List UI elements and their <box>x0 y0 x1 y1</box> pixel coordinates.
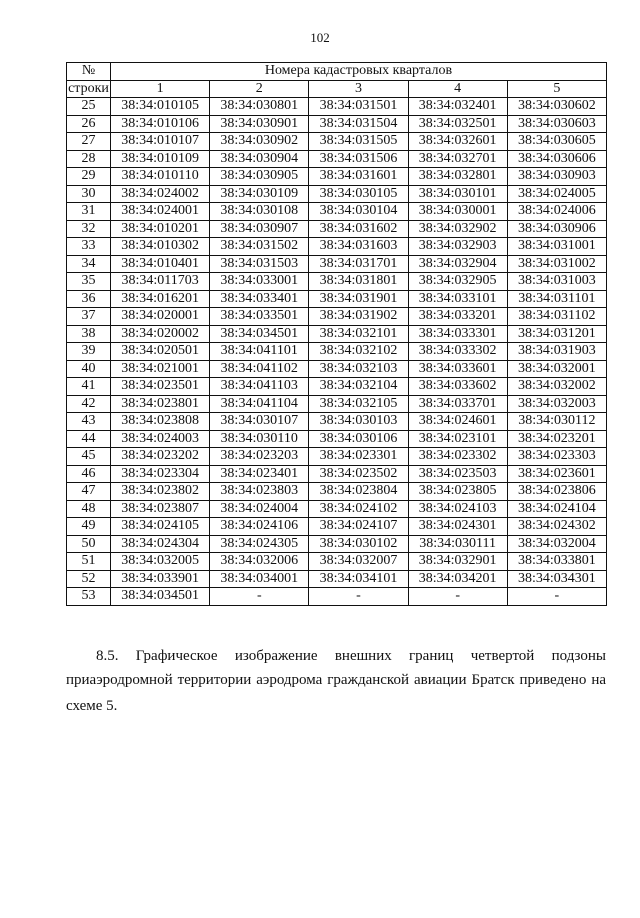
row-number-cell: 39 <box>67 343 111 361</box>
table-row <box>67 518 607 536</box>
table-row <box>67 325 607 343</box>
cadastral-number-cell: 38:34:030606 <box>507 150 606 168</box>
cadastral-number-cell: 38:34:030106 <box>309 430 408 448</box>
table-row <box>67 220 607 238</box>
cadastral-number-cell: 38:34:024002 <box>111 185 210 203</box>
row-number-cell: 38 <box>67 325 111 343</box>
cadastral-number-cell: 38:34:032103 <box>309 360 408 378</box>
cadastral-number-cell: 38:34:033901 <box>111 570 210 588</box>
table-body <box>67 98 607 606</box>
cadastral-number-cell: 38:34:023802 <box>111 483 210 501</box>
cadastral-number-cell: 38:34:032903 <box>408 238 507 256</box>
cadastral-number-cell: 38:34:030602 <box>507 98 606 116</box>
cadastral-number-cell: 38:34:024302 <box>507 518 606 536</box>
row-number-cell: 29 <box>67 168 111 186</box>
table-row <box>67 255 607 273</box>
table-row <box>67 115 607 133</box>
column-header: 1 <box>111 80 210 98</box>
cadastral-number-cell: 38:34:031003 <box>507 273 606 291</box>
table-row <box>67 150 607 168</box>
cadastral-number-cell: 38:34:024102 <box>309 500 408 518</box>
cadastral-number-cell: 38:34:024006 <box>507 203 606 221</box>
row-number-cell: 46 <box>67 465 111 483</box>
cadastral-number-cell: 38:34:033201 <box>408 308 507 326</box>
cadastral-number-cell: 38:34:032801 <box>408 168 507 186</box>
cadastral-number-cell: 38:34:032003 <box>507 395 606 413</box>
cadastral-number-cell: 38:34:023801 <box>111 395 210 413</box>
row-number-subheader: строки <box>68 80 109 96</box>
cadastral-number-cell: 38:34:031801 <box>309 273 408 291</box>
cadastral-number-cell: 38:34:031102 <box>507 308 606 326</box>
cadastral-number-cell: 38:34:032102 <box>309 343 408 361</box>
cadastral-number-cell: 38:34:032104 <box>309 378 408 396</box>
cadastral-number-cell: 38:34:010109 <box>111 150 210 168</box>
row-number-cell: 32 <box>67 220 111 238</box>
cadastral-number-cell: 38:34:016201 <box>111 290 210 308</box>
cadastral-number-cell: 38:34:024105 <box>111 518 210 536</box>
cadastral-number-cell: - <box>309 588 408 606</box>
cadastral-number-cell: - <box>210 588 309 606</box>
cadastral-number-cell: 38:34:033602 <box>408 378 507 396</box>
column-header: 5 <box>507 80 606 98</box>
cadastral-number-cell: 38:34:031903 <box>507 343 606 361</box>
table-row <box>67 448 607 466</box>
row-number-cell: 50 <box>67 535 111 553</box>
cadastral-number-cell: 38:34:033301 <box>408 325 507 343</box>
table-row <box>67 570 607 588</box>
cadastral-number-cell: 38:34:020501 <box>111 343 210 361</box>
cadastral-number-cell: 38:34:032905 <box>408 273 507 291</box>
cadastral-number-cell: 38:34:024304 <box>111 535 210 553</box>
cadastral-number-cell: 38:34:024103 <box>408 500 507 518</box>
cadastral-number-cell: 38:34:031502 <box>210 238 309 256</box>
paragraph-line-1: 8.5. Графическое изображение внешних границ четвертой подзоны <box>96 648 606 664</box>
row-number-cell: 31 <box>67 203 111 221</box>
cadastral-number-cell: 38:34:032101 <box>309 325 408 343</box>
row-number-cell: 35 <box>67 273 111 291</box>
row-number-cell: 48 <box>67 500 111 518</box>
cadastral-number-cell: 38:34:030102 <box>309 535 408 553</box>
cadastral-number-cell: 38:34:030906 <box>507 220 606 238</box>
table-row <box>67 238 607 256</box>
cadastral-number-cell: 38:34:034301 <box>507 570 606 588</box>
cadastral-number-cell: 38:34:023501 <box>111 378 210 396</box>
cadastral-number-cell: 38:34:031201 <box>507 325 606 343</box>
cadastral-number-cell: 38:34:031505 <box>309 133 408 151</box>
cadastral-number-cell: 38:34:030105 <box>309 185 408 203</box>
cadastral-number-cell: 38:34:010302 <box>111 238 210 256</box>
cadastral-number-cell: 38:34:032007 <box>309 553 408 571</box>
cadastral-number-cell: 38:34:030904 <box>210 150 309 168</box>
cadastral-number-cell: 38:34:032701 <box>408 150 507 168</box>
cadastral-number-cell: 38:34:032004 <box>507 535 606 553</box>
cadastral-number-cell: 38:34:030111 <box>408 535 507 553</box>
table-row <box>67 430 607 448</box>
cadastral-number-cell: 38:34:031101 <box>507 290 606 308</box>
cadastral-number-cell: 38:34:031504 <box>309 115 408 133</box>
cadastral-number-cell: 38:34:031503 <box>210 255 309 273</box>
cadastral-number-cell: 38:34:032105 <box>309 395 408 413</box>
cadastral-number-cell: 38:34:024004 <box>210 500 309 518</box>
table-row <box>67 500 607 518</box>
cadastral-number-cell: 38:34:030107 <box>210 413 309 431</box>
cadastral-number-cell: 38:34:041103 <box>210 378 309 396</box>
row-number-cell: 45 <box>67 448 111 466</box>
cadastral-number-cell: 38:34:023201 <box>507 430 606 448</box>
row-number-cell: 44 <box>67 430 111 448</box>
page-number: 102 <box>310 30 330 45</box>
cadastral-number-cell: 38:34:023301 <box>309 448 408 466</box>
table-row <box>67 360 607 378</box>
cadastral-number-cell: 38:34:010401 <box>111 255 210 273</box>
cadastral-number-cell: 38:34:032901 <box>408 553 507 571</box>
row-number-cell: 53 <box>67 588 111 606</box>
cadastral-number-cell: 38:34:033601 <box>408 360 507 378</box>
group-header: Номера кадастровых кварталов <box>111 63 607 81</box>
cadastral-number-cell: 38:34:010106 <box>111 115 210 133</box>
cadastral-number-cell: 38:34:033101 <box>408 290 507 308</box>
cadastral-number-cell: 38:34:041101 <box>210 343 309 361</box>
cadastral-number-cell: 38:34:023304 <box>111 465 210 483</box>
cadastral-number-cell: 38:34:024003 <box>111 430 210 448</box>
row-number-cell: 42 <box>67 395 111 413</box>
row-number-cell: 26 <box>67 115 111 133</box>
cadastral-number-cell: 38:34:020002 <box>111 325 210 343</box>
cadastral-number-cell: 38:34:034201 <box>408 570 507 588</box>
table-row <box>67 395 607 413</box>
row-number-cell: 25 <box>67 98 111 116</box>
cadastral-number-cell: 38:34:030001 <box>408 203 507 221</box>
table-row <box>67 343 607 361</box>
cadastral-number-cell: 38:34:020001 <box>111 308 210 326</box>
table-row <box>67 273 607 291</box>
cadastral-number-cell: 38:34:010110 <box>111 168 210 186</box>
cadastral-number-cell: 38:34:033302 <box>408 343 507 361</box>
cadastral-number-cell: 38:34:031601 <box>309 168 408 186</box>
cadastral-number-cell: 38:34:032001 <box>507 360 606 378</box>
cadastral-number-cell: 38:34:031501 <box>309 98 408 116</box>
cadastral-number-cell: 38:34:030903 <box>507 168 606 186</box>
cadastral-number-cell: 38:34:030603 <box>507 115 606 133</box>
cadastral-number-cell: 38:34:023503 <box>408 465 507 483</box>
cadastral-number-cell: 38:34:034501 <box>210 325 309 343</box>
cadastral-number-cell: 38:34:031701 <box>309 255 408 273</box>
cadastral-number-cell: 38:34:030905 <box>210 168 309 186</box>
cadastral-number-cell: 38:34:010105 <box>111 98 210 116</box>
cadastral-number-cell: 38:34:023502 <box>309 465 408 483</box>
cadastral-number-cell: 38:34:032902 <box>408 220 507 238</box>
cadastral-number-cell: 38:34:023202 <box>111 448 210 466</box>
cadastral-number-cell: 38:34:031001 <box>507 238 606 256</box>
cadastral-number-cell: 38:34:024001 <box>111 203 210 221</box>
cadastral-number-cell: 38:34:024601 <box>408 413 507 431</box>
table-row <box>67 185 607 203</box>
table-row <box>67 465 607 483</box>
cadastral-number-cell: 38:34:041104 <box>210 395 309 413</box>
cadastral-number-cell: 38:34:023302 <box>408 448 507 466</box>
cadastral-number-cell: 38:34:023203 <box>210 448 309 466</box>
cadastral-number-cell: 38:34:031603 <box>309 238 408 256</box>
row-number-header: № <box>67 63 111 81</box>
cadastral-number-cell: 38:34:024106 <box>210 518 309 536</box>
table-row <box>67 553 607 571</box>
paragraph-line-3: схеме 5. <box>66 698 118 714</box>
cadastral-number-cell: 38:34:030103 <box>309 413 408 431</box>
cadastral-number-cell: 38:34:033001 <box>210 273 309 291</box>
table-row <box>67 203 607 221</box>
cadastral-number-cell: 38:34:030101 <box>408 185 507 203</box>
table-row <box>67 535 607 553</box>
table-row <box>67 98 607 116</box>
cadastral-number-cell: 38:34:031602 <box>309 220 408 238</box>
cadastral-number-cell: 38:34:030108 <box>210 203 309 221</box>
cadastral-number-cell: 38:34:024301 <box>408 518 507 536</box>
cadastral-number-cell: 38:34:031506 <box>309 150 408 168</box>
cadastral-number-cell: 38:34:033701 <box>408 395 507 413</box>
paragraph-line-2: приаэродромной территории аэродрома гражданской авиации Братск приведено на <box>66 672 606 688</box>
cadastral-number-cell: 38:34:030110 <box>210 430 309 448</box>
table-row <box>67 483 607 501</box>
row-number-cell: 51 <box>67 553 111 571</box>
cadastral-number-cell: 38:34:024305 <box>210 535 309 553</box>
row-number-cell: 49 <box>67 518 111 536</box>
cadastral-number-cell: 38:34:032006 <box>210 553 309 571</box>
cadastral-number-cell: 38:34:023303 <box>507 448 606 466</box>
row-number-cell: 30 <box>67 185 111 203</box>
cadastral-number-cell: 38:34:023401 <box>210 465 309 483</box>
row-number-cell: 28 <box>67 150 111 168</box>
cadastral-number-cell: 38:34:032002 <box>507 378 606 396</box>
cadastral-number-cell: 38:34:023805 <box>408 483 507 501</box>
cadastral-number-cell: - <box>408 588 507 606</box>
cadastral-number-cell: 38:34:033801 <box>507 553 606 571</box>
row-number-cell: 47 <box>67 483 111 501</box>
cadastral-number-cell: 38:34:031002 <box>507 255 606 273</box>
cadastral-number-cell: 38:34:023803 <box>210 483 309 501</box>
cadastral-number-cell: 38:34:011703 <box>111 273 210 291</box>
row-number-cell: 43 <box>67 413 111 431</box>
cadastral-number-cell: 38:34:030907 <box>210 220 309 238</box>
cadastral-number-cell: 38:34:031902 <box>309 308 408 326</box>
table-row <box>67 308 607 326</box>
cadastral-number-cell: 38:34:030902 <box>210 133 309 151</box>
row-number-cell: 41 <box>67 378 111 396</box>
cadastral-number-cell: 38:34:034501 <box>111 588 210 606</box>
cadastral-number-cell: 38:34:023806 <box>507 483 606 501</box>
table-row <box>67 290 607 308</box>
table-header-row-2 <box>67 80 607 98</box>
cadastral-number-cell: 38:34:023101 <box>408 430 507 448</box>
cadastral-number-cell: 38:34:032904 <box>408 255 507 273</box>
cadastral-number-cell: 38:34:021001 <box>111 360 210 378</box>
cadastral-quarters-table <box>66 62 607 606</box>
cadastral-number-cell: 38:34:030901 <box>210 115 309 133</box>
cadastral-number-cell: 38:34:030109 <box>210 185 309 203</box>
table-row <box>67 168 607 186</box>
row-number-cell: 34 <box>67 255 111 273</box>
cadastral-number-cell: - <box>507 588 606 606</box>
cadastral-number-cell: 38:34:041102 <box>210 360 309 378</box>
cadastral-number-cell: 38:34:032501 <box>408 115 507 133</box>
cadastral-number-cell: 38:34:024107 <box>309 518 408 536</box>
row-number-cell: 33 <box>67 238 111 256</box>
cadastral-number-cell: 38:34:010107 <box>111 133 210 151</box>
table-row <box>67 588 607 606</box>
cadastral-number-cell: 38:34:033401 <box>210 290 309 308</box>
table-row <box>67 133 607 151</box>
table-row <box>67 378 607 396</box>
cadastral-number-cell: 38:34:010201 <box>111 220 210 238</box>
cadastral-number-cell: 38:34:030801 <box>210 98 309 116</box>
row-number-cell: 52 <box>67 570 111 588</box>
row-number-cell: 37 <box>67 308 111 326</box>
cadastral-number-cell: 38:34:030104 <box>309 203 408 221</box>
cadastral-number-cell: 38:34:033501 <box>210 308 309 326</box>
cadastral-number-cell: 38:34:023601 <box>507 465 606 483</box>
row-number-cell: 27 <box>67 133 111 151</box>
cadastral-number-cell: 38:34:034001 <box>210 570 309 588</box>
row-number-cell: 40 <box>67 360 111 378</box>
cadastral-number-cell: 38:34:032005 <box>111 553 210 571</box>
cadastral-number-cell: 38:34:023804 <box>309 483 408 501</box>
cadastral-number-cell: 38:34:032401 <box>408 98 507 116</box>
table-header-row-1 <box>67 63 607 81</box>
cadastral-number-cell: 38:34:023808 <box>111 413 210 431</box>
cadastral-number-cell: 38:34:030605 <box>507 133 606 151</box>
cadastral-number-cell: 38:34:032601 <box>408 133 507 151</box>
column-header: 4 <box>408 80 507 98</box>
cadastral-number-cell: 38:34:023807 <box>111 500 210 518</box>
cadastral-number-cell: 38:34:030112 <box>507 413 606 431</box>
cadastral-number-cell: 38:34:024005 <box>507 185 606 203</box>
cadastral-number-cell: 38:34:024104 <box>507 500 606 518</box>
column-header: 2 <box>210 80 309 98</box>
column-header: 3 <box>309 80 408 98</box>
row-number-cell: 36 <box>67 290 111 308</box>
cadastral-number-cell: 38:34:034101 <box>309 570 408 588</box>
table-row <box>67 413 607 431</box>
cadastral-number-cell: 38:34:031901 <box>309 290 408 308</box>
